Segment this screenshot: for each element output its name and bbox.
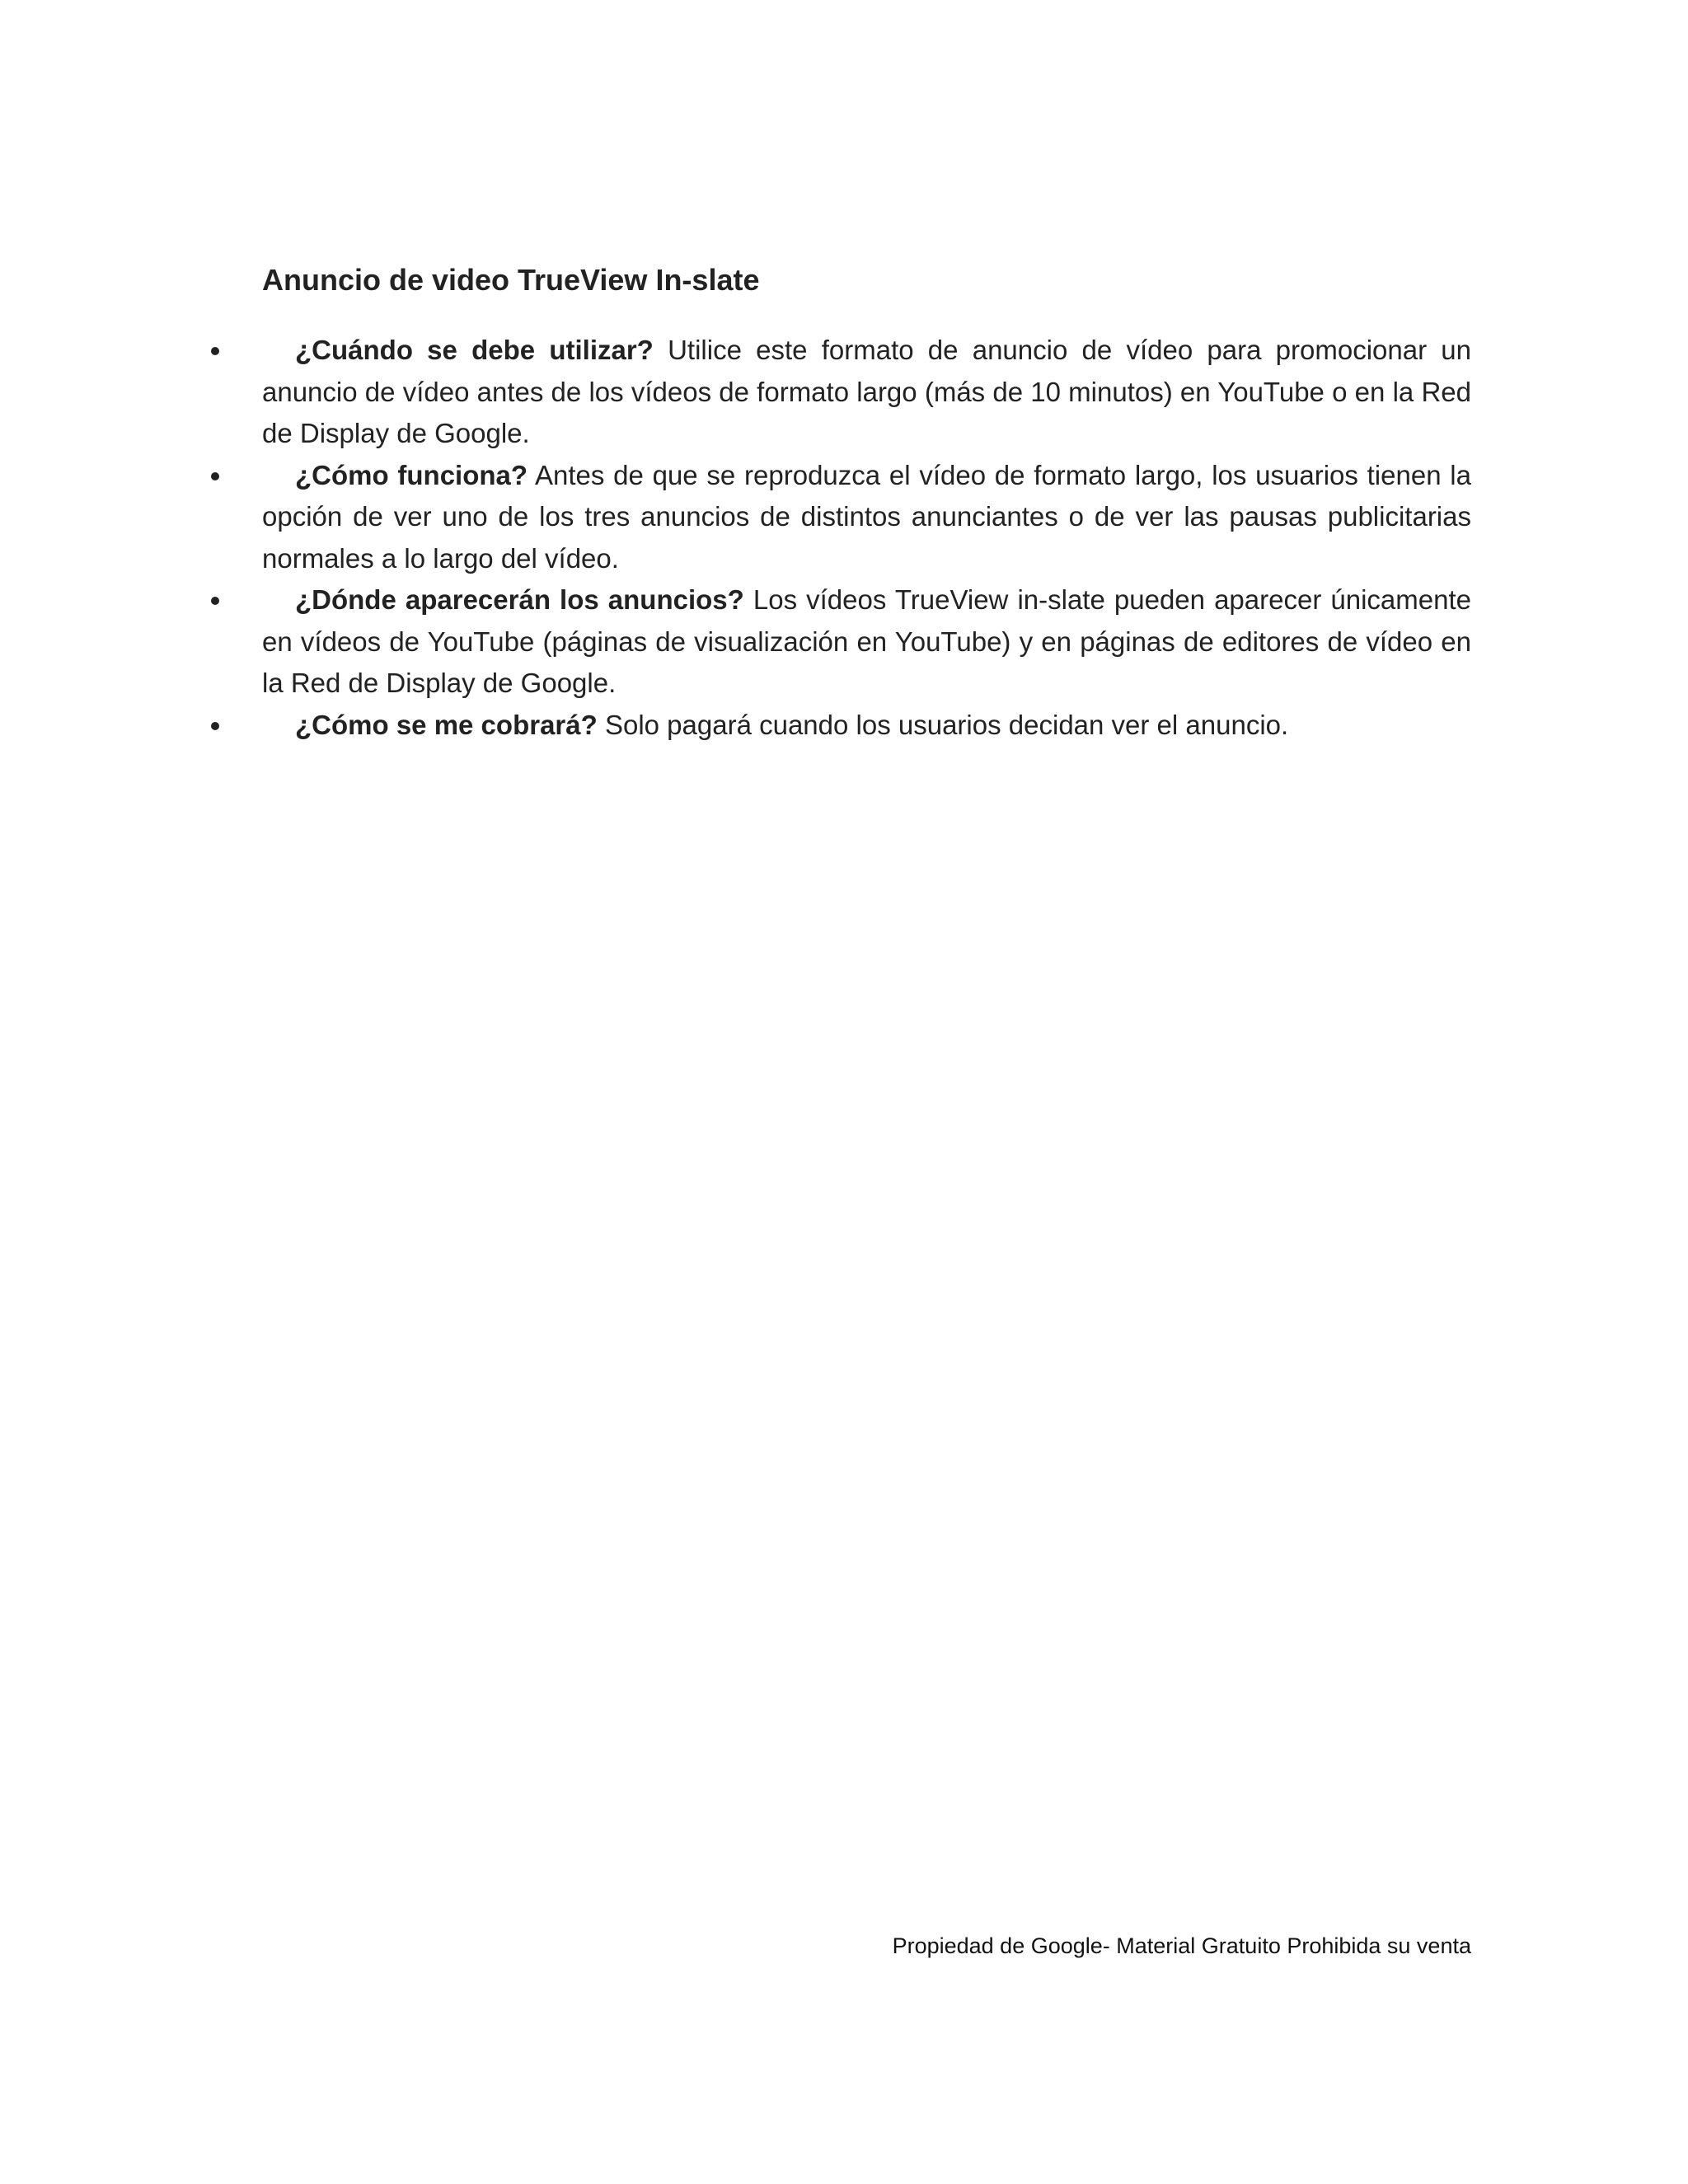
item-answer: Solo pagará cuando los usuarios decidan ver el anuncio. — [597, 709, 1289, 740]
item-answer: Antes de que se reproduzca el vídeo de formato largo, los usuarios tienen la opción de ver uno de los tres anuncios de distintos anunciantes o de ver las pausas publicitarias normales a lo largo del vídeo. — [262, 459, 1471, 574]
list-item — [262, 579, 1471, 705]
list-item — [262, 705, 1471, 747]
bullet-icon — [211, 597, 219, 605]
item-question: ¿Cómo funciona? — [295, 459, 528, 490]
list-item — [262, 330, 1471, 455]
bullet-icon — [211, 347, 219, 355]
document-title: Anuncio de video TrueView In-slate — [262, 263, 760, 297]
bullet-icon — [211, 722, 219, 730]
bullet-icon — [211, 472, 219, 480]
item-answer: Los vídeos TrueView in-slate pueden aparecer únicamente en vídeos de YouTube (páginas de visualización en YouTube) y en páginas de editores de vídeo en la Red de Display de Google. — [262, 584, 1471, 698]
item-question: ¿Dónde aparecerán los anuncios? — [295, 584, 744, 615]
item-question: ¿Cómo se me cobrará? — [295, 709, 598, 740]
item-question: ¿Cuándo se debe utilizar? — [295, 335, 654, 365]
page-footer: Propiedad de Google- Material Gratuito Prohibida su venta — [892, 1933, 1471, 1958]
bullet-list — [262, 330, 1471, 746]
list-item — [262, 455, 1471, 580]
item-answer: Utilice este formato de anuncio de vídeo para promocionar un anuncio de vídeo antes de los vídeos de formato largo (más de 10 minutos) en YouTube o en la Red de Display de Google. — [262, 335, 1471, 448]
